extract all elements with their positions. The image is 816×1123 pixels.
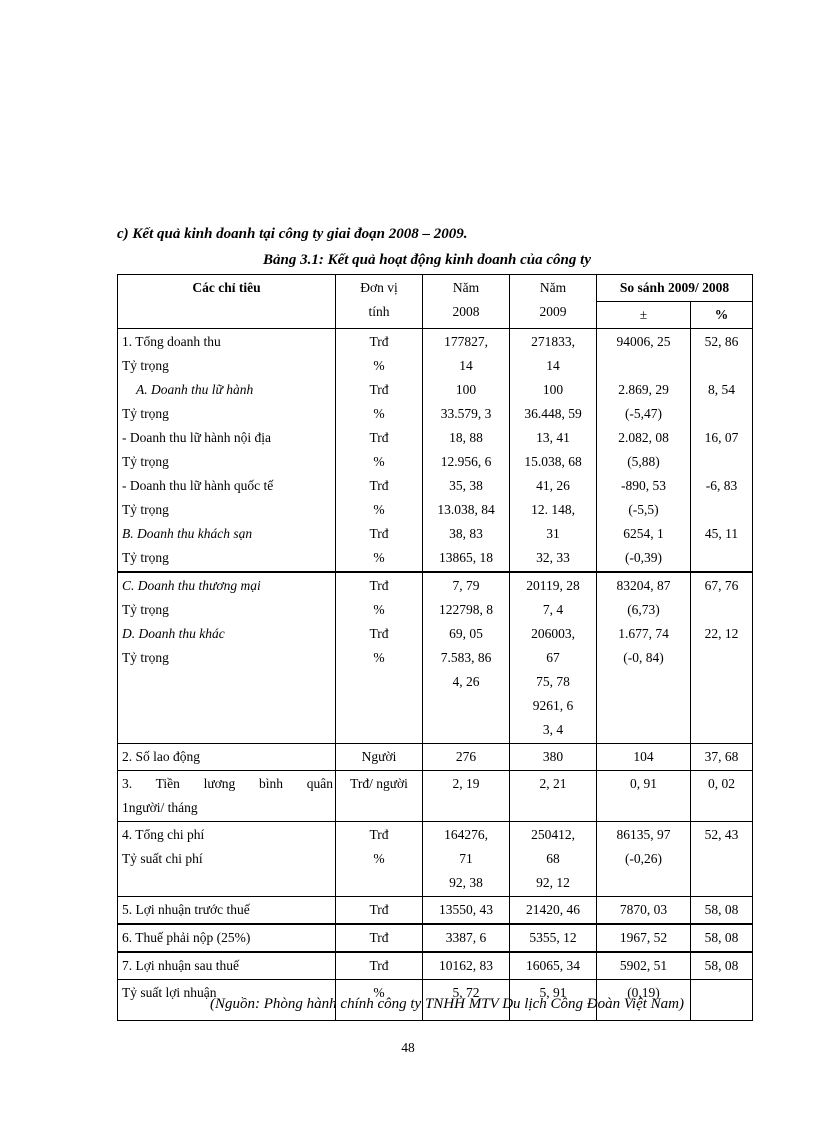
table-row-profit-margin: Tỷ suất lợi nhuận % 5, 72 5, 91 (0,19) <box>118 980 753 1021</box>
table-caption: Bảng 3.1: Kết quả hoạt động kinh doanh của công ty <box>263 252 591 268</box>
table-row-other-revenue <box>118 572 753 744</box>
other-revenue-labels: C. Doanh thu thương mại Tỷ trọng D. Doanh thu khác Tỷ trọng <box>118 572 336 744</box>
header-year-2009: Năm 2009 <box>510 275 597 329</box>
other-revenue-2009: 20119, 28 7, 4 206003, 67 75, 78 9261, 6 3, 4 <box>510 572 597 744</box>
revenue-diff: 94006, 25 2.869, 29 (-5,47) 2.082, 08 (5,88) -890, 53 (-5,5) 6254, 1 (-0,39) <box>597 329 691 573</box>
table-row-salary: 3. Tiền lương bình quân 1người/ tháng Trđ/ người 2, 19 2, 21 0, 91 0, 02 <box>118 771 753 822</box>
table-row-labor: 2. Số lao động Người 276 380 104 37, 68 <box>118 744 753 771</box>
header-percent: % <box>691 302 753 329</box>
table-row-profit-after-tax: 7. Lợi nhuận sau thuế Trđ 10162, 83 16065, 34 5902, 51 58, 08 <box>118 952 753 980</box>
table-header-row <box>118 275 753 302</box>
header-indicator: Các chỉ tiêu <box>118 275 336 329</box>
header-unit: Đơn vị tính <box>336 275 423 329</box>
table-row-profit-before-tax: 5. Lợi nhuận trước thuế Trđ 13550, 43 21420, 46 7870, 03 58, 08 <box>118 897 753 925</box>
revenue-percent: 52, 86 8, 54 16, 07 -6, 83 45, 11 <box>691 329 753 573</box>
table-source-note: (Nguồn: Phòng hành chính công ty TNHH MTV Du lịch Công Đoàn Việt Nam) <box>210 996 684 1012</box>
section-heading: c) Kết quả kinh doanh tại công ty giai đoạn 2008 – 2009. <box>117 226 468 242</box>
header-comparison: So sánh 2009/ 2008 <box>597 275 753 302</box>
other-revenue-diff: 83204, 87 (6,73) 1.677, 74 (-0, 84) <box>597 572 691 744</box>
page-number: 48 <box>401 1040 415 1055</box>
table-row-tax: 6. Thuế phải nộp (25%) Trđ 3387, 6 5355, 12 1967, 52 58, 08 <box>118 924 753 952</box>
other-revenue-percent: 67, 76 22, 12 <box>691 572 753 744</box>
other-revenue-2008: 7, 79 122798, 8 69, 05 7.583, 86 4, 26 <box>423 572 510 744</box>
table-row-cost: 4. Tổng chi phí Tỷ suất chi phí Trđ % 164276, 71 92, 38 250412, 68 92, 12 86135, 97 (-0,26) 52, 43 <box>118 822 753 897</box>
header-diff: ± <box>597 302 691 329</box>
other-revenue-units: Trđ % Trđ % <box>336 572 423 744</box>
revenue-labels: 1. Tổng doanh thu Tỷ trọng A. Doanh thu lữ hành Tỷ trọng - Doanh thu lữ hành nội địa Tỷ trọng - Doanh thu lữ hành quốc tế Tỷ trọng B. Doanh thu khách sạn Tỷ trọng <box>118 329 336 573</box>
revenue-2009: 271833, 14 100 36.448, 59 13, 41 15.038, 68 41, 26 12. 148, 31 32, 33 <box>510 329 597 573</box>
header-year-2008: Năm 2008 <box>423 275 510 329</box>
revenue-2008: 177827, 14 100 33.579, 3 18, 88 12.956, 6 35, 38 13.038, 84 38, 83 13865, 18 <box>423 329 510 573</box>
table-row-revenue <box>118 329 753 573</box>
revenue-units: Trđ % Trđ % Trđ % Trđ % Trđ % <box>336 329 423 573</box>
business-results-table <box>117 274 753 1021</box>
